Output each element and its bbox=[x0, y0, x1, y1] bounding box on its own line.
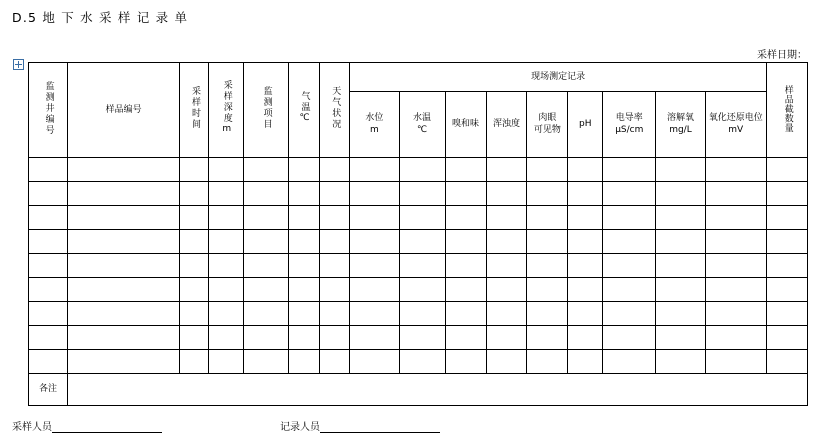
table-row[interactable] bbox=[29, 326, 808, 350]
recorder-label: 记录人员 bbox=[280, 422, 320, 433]
recorder-input[interactable] bbox=[320, 421, 440, 433]
cell-well-no[interactable] bbox=[29, 182, 68, 206]
table-note-row[interactable] bbox=[29, 374, 808, 406]
table-row[interactable] bbox=[29, 350, 808, 374]
cell-redox-potential[interactable] bbox=[705, 326, 766, 350]
cell-sample-quantity[interactable] bbox=[766, 326, 807, 350]
table-row[interactable] bbox=[29, 254, 808, 278]
cell-redox-potential[interactable] bbox=[705, 158, 766, 182]
cell-water-temp[interactable] bbox=[399, 350, 445, 374]
cell-monitor-item[interactable] bbox=[243, 158, 288, 182]
cell-monitor-item[interactable] bbox=[243, 302, 288, 326]
cell-weather[interactable] bbox=[319, 206, 350, 230]
cell-ph[interactable] bbox=[568, 350, 603, 374]
cell-conductivity[interactable] bbox=[603, 350, 656, 374]
cell-visible-matter[interactable] bbox=[527, 230, 568, 254]
header-ph: pH bbox=[568, 92, 603, 158]
cell-conductivity[interactable] bbox=[603, 278, 656, 302]
cell-odor-taste[interactable] bbox=[445, 278, 486, 302]
table-row[interactable] bbox=[29, 206, 808, 230]
cell-redox-potential[interactable] bbox=[705, 254, 766, 278]
cell-odor-taste[interactable] bbox=[445, 158, 486, 182]
cell-dissolved-oxygen[interactable] bbox=[656, 230, 705, 254]
cell-dissolved-oxygen[interactable] bbox=[656, 254, 705, 278]
header-air-temp: 气温℃ bbox=[288, 63, 319, 158]
cell-sample-no[interactable] bbox=[67, 206, 180, 230]
cell-visible-matter[interactable] bbox=[527, 350, 568, 374]
cell-ph[interactable] bbox=[568, 302, 603, 326]
cell-well-no[interactable] bbox=[29, 326, 68, 350]
cell-monitor-item[interactable] bbox=[243, 278, 288, 302]
table-row[interactable] bbox=[29, 182, 808, 206]
cell-sample-time[interactable] bbox=[180, 278, 209, 302]
header-sample-quantity: 样品截数量 bbox=[766, 63, 807, 158]
cell-turbidity[interactable] bbox=[486, 350, 527, 374]
cell-conductivity[interactable] bbox=[603, 230, 656, 254]
cell-sample-time[interactable] bbox=[180, 302, 209, 326]
cell-water-temp[interactable] bbox=[399, 278, 445, 302]
cell-dissolved-oxygen[interactable] bbox=[656, 158, 705, 182]
cell-well-no[interactable] bbox=[29, 302, 68, 326]
cell-odor-taste[interactable] bbox=[445, 302, 486, 326]
cell-monitor-item[interactable] bbox=[243, 254, 288, 278]
cell-conductivity[interactable] bbox=[603, 302, 656, 326]
cell-sample-depth[interactable] bbox=[209, 158, 244, 182]
cell-water-temp[interactable] bbox=[399, 158, 445, 182]
cell-odor-taste[interactable] bbox=[445, 254, 486, 278]
cell-ph[interactable] bbox=[568, 254, 603, 278]
cell-weather[interactable] bbox=[319, 302, 350, 326]
cell-sample-quantity[interactable] bbox=[766, 158, 807, 182]
cell-sample-quantity[interactable] bbox=[766, 278, 807, 302]
header-odor-taste: 嗅和味 bbox=[445, 92, 486, 158]
cell-conductivity[interactable] bbox=[603, 254, 656, 278]
header-visible-matter: 肉眼 可见物 bbox=[527, 92, 568, 158]
cell-monitor-item[interactable] bbox=[243, 206, 288, 230]
header-sample-depth: 采样深度m bbox=[209, 63, 244, 158]
cell-water-level[interactable] bbox=[350, 158, 399, 182]
cell-sample-depth[interactable] bbox=[209, 254, 244, 278]
header-well-no: 监测井编号 bbox=[29, 63, 68, 158]
cell-sample-depth[interactable] bbox=[209, 326, 244, 350]
cell-sample-depth[interactable] bbox=[209, 350, 244, 374]
cell-water-temp[interactable] bbox=[399, 206, 445, 230]
cell-sample-time[interactable] bbox=[180, 206, 209, 230]
cell-weather[interactable] bbox=[319, 230, 350, 254]
cell-weather[interactable] bbox=[319, 254, 350, 278]
cell-redox-potential[interactable] bbox=[705, 230, 766, 254]
cell-turbidity[interactable] bbox=[486, 254, 527, 278]
cell-air-temp[interactable] bbox=[288, 326, 319, 350]
header-redox-potential: 氧化还原电位 mV bbox=[705, 92, 766, 158]
cell-water-temp[interactable] bbox=[399, 230, 445, 254]
cell-visible-matter[interactable] bbox=[527, 278, 568, 302]
cell-turbidity[interactable] bbox=[486, 278, 527, 302]
cell-dissolved-oxygen[interactable] bbox=[656, 278, 705, 302]
cell-air-temp[interactable] bbox=[288, 254, 319, 278]
cell-ph[interactable] bbox=[568, 278, 603, 302]
cell-sample-time[interactable] bbox=[180, 350, 209, 374]
cell-sample-time[interactable] bbox=[180, 158, 209, 182]
header-turbidity: 浑浊度 bbox=[486, 92, 527, 158]
cell-monitor-item[interactable] bbox=[243, 182, 288, 206]
cell-monitor-item[interactable] bbox=[243, 230, 288, 254]
cell-water-level[interactable] bbox=[350, 182, 399, 206]
cell-turbidity[interactable] bbox=[486, 158, 527, 182]
cell-redox-potential[interactable] bbox=[705, 206, 766, 230]
cell-visible-matter[interactable] bbox=[527, 182, 568, 206]
sampler-input[interactable] bbox=[52, 421, 162, 433]
cell-well-no[interactable] bbox=[29, 350, 68, 374]
cell-sample-depth[interactable] bbox=[209, 230, 244, 254]
cell-odor-taste[interactable] bbox=[445, 350, 486, 374]
table-row[interactable] bbox=[29, 158, 808, 182]
cell-sample-quantity[interactable] bbox=[766, 302, 807, 326]
cell-monitor-item[interactable] bbox=[243, 350, 288, 374]
cell-sample-no[interactable] bbox=[67, 302, 180, 326]
table-row[interactable] bbox=[29, 302, 808, 326]
header-conductivity: 电导率 μS/cm bbox=[603, 92, 656, 158]
cell-conductivity[interactable] bbox=[603, 158, 656, 182]
cell-well-no[interactable] bbox=[29, 278, 68, 302]
cell-well-no[interactable] bbox=[29, 254, 68, 278]
cell-weather[interactable] bbox=[319, 158, 350, 182]
cell-dissolved-oxygen[interactable] bbox=[656, 326, 705, 350]
cell-redox-potential[interactable] bbox=[705, 302, 766, 326]
cell-conductivity[interactable] bbox=[603, 182, 656, 206]
sampling-date-label: 采样日期： bbox=[757, 50, 807, 61]
cell-ph[interactable] bbox=[568, 158, 603, 182]
header-field-measurement-group: 现场测定记录 bbox=[350, 63, 767, 92]
header-dissolved-oxygen: 溶解氧 mg/L bbox=[656, 92, 705, 158]
header-monitor-item: 监测项目 bbox=[243, 63, 288, 158]
table-header-row-main bbox=[29, 63, 808, 92]
cell-sample-no[interactable] bbox=[67, 254, 180, 278]
page-title: D.5 地 下 水 采 样 记 录 单 bbox=[12, 10, 189, 25]
cell-water-level[interactable] bbox=[350, 230, 399, 254]
cell-turbidity[interactable] bbox=[486, 230, 527, 254]
header-weather: 天气状况 bbox=[319, 63, 350, 158]
cell-air-temp[interactable] bbox=[288, 182, 319, 206]
cell-visible-matter[interactable] bbox=[527, 206, 568, 230]
cell-sample-time[interactable] bbox=[180, 254, 209, 278]
cell-air-temp[interactable] bbox=[288, 278, 319, 302]
cell-water-level[interactable] bbox=[350, 350, 399, 374]
cell-air-temp[interactable] bbox=[288, 350, 319, 374]
cell-water-level[interactable] bbox=[350, 278, 399, 302]
cell-sample-no[interactable] bbox=[67, 278, 180, 302]
cell-odor-taste[interactable] bbox=[445, 230, 486, 254]
cell-sample-quantity[interactable] bbox=[766, 206, 807, 230]
cell-odor-taste[interactable] bbox=[445, 326, 486, 350]
cell-sample-time[interactable] bbox=[180, 182, 209, 206]
cell-water-temp[interactable] bbox=[399, 302, 445, 326]
recorder-signature[interactable] bbox=[280, 418, 440, 433]
cell-sample-no[interactable] bbox=[67, 230, 180, 254]
note-value[interactable] bbox=[67, 374, 807, 406]
cell-sample-no[interactable] bbox=[67, 182, 180, 206]
header-water-level: 水位 m bbox=[350, 92, 399, 158]
header-sample-time: 采样时间 bbox=[180, 63, 209, 158]
cell-air-temp[interactable] bbox=[288, 206, 319, 230]
cell-dissolved-oxygen[interactable] bbox=[656, 350, 705, 374]
cell-sample-depth[interactable] bbox=[209, 182, 244, 206]
cell-turbidity[interactable] bbox=[486, 182, 527, 206]
header-water-temp: 水温 ℃ bbox=[399, 92, 445, 158]
cell-visible-matter[interactable] bbox=[527, 326, 568, 350]
cell-ph[interactable] bbox=[568, 326, 603, 350]
cell-air-temp[interactable] bbox=[288, 230, 319, 254]
cell-sample-no[interactable] bbox=[67, 326, 180, 350]
cell-conductivity[interactable] bbox=[603, 206, 656, 230]
cell-sample-depth[interactable] bbox=[209, 302, 244, 326]
cell-weather[interactable] bbox=[319, 182, 350, 206]
cell-odor-taste[interactable] bbox=[445, 206, 486, 230]
cell-sample-quantity[interactable] bbox=[766, 350, 807, 374]
cell-visible-matter[interactable] bbox=[527, 254, 568, 278]
cell-visible-matter[interactable] bbox=[527, 158, 568, 182]
cell-water-temp[interactable] bbox=[399, 326, 445, 350]
cell-turbidity[interactable] bbox=[486, 206, 527, 230]
cell-sample-quantity[interactable] bbox=[766, 254, 807, 278]
cell-water-temp[interactable] bbox=[399, 182, 445, 206]
header-sample-no: 样品编号 bbox=[67, 63, 180, 158]
cell-water-level[interactable] bbox=[350, 254, 399, 278]
cell-air-temp[interactable] bbox=[288, 302, 319, 326]
cell-conductivity[interactable] bbox=[603, 326, 656, 350]
cell-sample-no[interactable] bbox=[67, 158, 180, 182]
cell-water-level[interactable] bbox=[350, 206, 399, 230]
cell-visible-matter[interactable] bbox=[527, 302, 568, 326]
cell-sample-time[interactable] bbox=[180, 230, 209, 254]
cell-redox-potential[interactable] bbox=[705, 182, 766, 206]
cell-water-level[interactable] bbox=[350, 326, 399, 350]
cell-well-no[interactable] bbox=[29, 230, 68, 254]
cell-sample-quantity[interactable] bbox=[766, 230, 807, 254]
cell-turbidity[interactable] bbox=[486, 326, 527, 350]
cell-sample-depth[interactable] bbox=[209, 206, 244, 230]
cell-well-no[interactable] bbox=[29, 206, 68, 230]
cell-redox-potential[interactable] bbox=[705, 278, 766, 302]
cell-dissolved-oxygen[interactable] bbox=[656, 302, 705, 326]
sampler-label: 采样人员 bbox=[12, 422, 52, 433]
cell-sample-no[interactable] bbox=[67, 350, 180, 374]
cell-sample-depth[interactable] bbox=[209, 278, 244, 302]
cell-sample-time[interactable] bbox=[180, 326, 209, 350]
cell-ph[interactable] bbox=[568, 182, 603, 206]
cell-water-temp[interactable] bbox=[399, 254, 445, 278]
cell-weather[interactable] bbox=[319, 326, 350, 350]
cell-odor-taste[interactable] bbox=[445, 182, 486, 206]
cell-ph[interactable] bbox=[568, 206, 603, 230]
groundwater-sampling-table bbox=[28, 62, 808, 406]
cell-ph[interactable] bbox=[568, 230, 603, 254]
cell-redox-potential[interactable] bbox=[705, 350, 766, 374]
cell-weather[interactable] bbox=[319, 350, 350, 374]
note-label: 各注 bbox=[29, 374, 68, 406]
cell-water-level[interactable] bbox=[350, 302, 399, 326]
cell-air-temp[interactable] bbox=[288, 158, 319, 182]
cell-dissolved-oxygen[interactable] bbox=[656, 206, 705, 230]
cell-monitor-item[interactable] bbox=[243, 326, 288, 350]
table-row[interactable] bbox=[29, 230, 808, 254]
table-row[interactable] bbox=[29, 278, 808, 302]
cell-sample-quantity[interactable] bbox=[766, 182, 807, 206]
cell-dissolved-oxygen[interactable] bbox=[656, 182, 705, 206]
cell-weather[interactable] bbox=[319, 278, 350, 302]
sampler-signature[interactable] bbox=[12, 418, 162, 433]
move-handle-icon[interactable] bbox=[13, 59, 24, 70]
cell-well-no[interactable] bbox=[29, 158, 68, 182]
cell-turbidity[interactable] bbox=[486, 302, 527, 326]
